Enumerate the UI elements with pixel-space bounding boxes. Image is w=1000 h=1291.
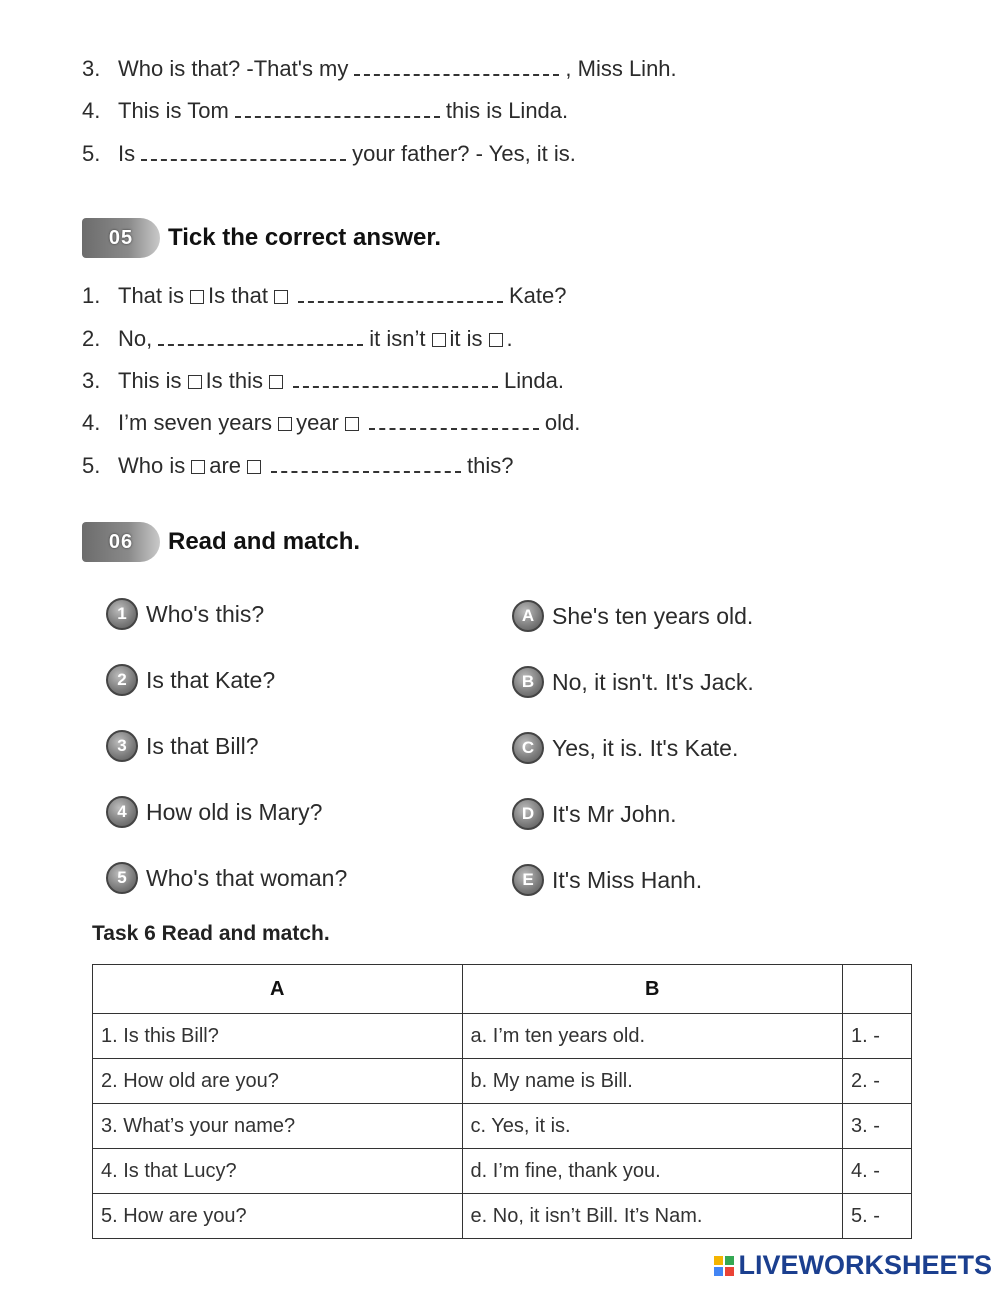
match-text: She's ten years old.	[552, 602, 754, 629]
match-right-item-b[interactable]	[512, 666, 754, 698]
item-number: 4.	[82, 410, 101, 435]
item-number: 4.	[82, 98, 101, 123]
line-text: This is Tom	[118, 98, 229, 123]
table-row	[93, 1014, 912, 1059]
line-text: old.	[544, 410, 581, 435]
logo-grid-icon	[714, 1256, 734, 1276]
match-text: It's Mr John.	[552, 800, 677, 827]
tick-item-4	[82, 410, 580, 436]
section-badge: 06	[82, 522, 160, 562]
match-left-item-5[interactable]	[106, 862, 347, 894]
item-number: 5.	[82, 453, 101, 478]
line-text: Linda.	[504, 368, 564, 393]
line-text: Kate?	[508, 283, 567, 308]
section-title: Read and match.	[168, 528, 361, 555]
question-cell: 2. How old are you?	[93, 1059, 463, 1104]
line-text: this?	[467, 453, 514, 478]
option-text: Who is	[118, 453, 186, 478]
match-right-item-a[interactable]	[512, 600, 753, 632]
answer-blank[interactable]	[369, 410, 539, 430]
option-text: I’m seven years	[118, 410, 273, 435]
section-05-header	[82, 216, 441, 260]
answer-blank[interactable]	[298, 283, 503, 303]
line-text: your father? - Yes, it is.	[352, 141, 576, 166]
match-table	[92, 964, 912, 1239]
item-number: 1.	[82, 283, 101, 308]
match-answer-cell[interactable]: 2. -	[843, 1059, 912, 1104]
column-header: B	[462, 965, 843, 1014]
section-title: Tick the correct answer.	[168, 224, 442, 251]
tick-checkbox[interactable]	[345, 417, 359, 431]
match-right-item-e[interactable]	[512, 864, 702, 896]
item-number: 5.	[82, 141, 101, 166]
table-row	[93, 1059, 912, 1104]
answer-blank[interactable]	[235, 98, 440, 118]
tick-checkbox[interactable]	[191, 460, 205, 474]
number-marker: 1	[106, 598, 138, 630]
match-answer-cell[interactable]: 3. -	[843, 1104, 912, 1149]
option-text: That is	[118, 283, 185, 308]
question-cell: 4. Is that Lucy?	[93, 1149, 463, 1194]
question-cell: 3. What’s your name?	[93, 1104, 463, 1149]
tick-checkbox[interactable]	[278, 417, 292, 431]
item-number: 2.	[82, 326, 101, 351]
answer-cell: a. I’m ten years old.	[462, 1014, 843, 1059]
match-text: Who's this?	[146, 600, 265, 627]
column-header	[843, 965, 912, 1014]
line-text: .	[506, 326, 513, 351]
tick-item-1	[82, 283, 566, 309]
match-text: No, it isn't. It's Jack.	[552, 668, 754, 695]
tick-checkbox[interactable]	[489, 333, 503, 347]
table-row	[93, 1149, 912, 1194]
match-text: How old is Mary?	[146, 798, 323, 825]
answer-cell: d. I’m fine, thank you.	[462, 1149, 843, 1194]
tick-item-5	[82, 453, 514, 479]
number-marker: 3	[106, 730, 138, 762]
match-left-item-2[interactable]	[106, 664, 275, 696]
tick-item-3	[82, 368, 564, 394]
answer-blank[interactable]	[158, 326, 363, 346]
match-right-item-d[interactable]	[512, 798, 677, 830]
answer-cell: b. My name is Bill.	[462, 1059, 843, 1104]
letter-marker: A	[512, 600, 544, 632]
task-title: Task 6 Read and match.	[92, 922, 330, 945]
logo-text: LIVEWORKSHEETS	[738, 1250, 992, 1280]
tick-checkbox[interactable]	[274, 290, 288, 304]
tick-checkbox[interactable]	[432, 333, 446, 347]
question-cell: 5. How are you?	[93, 1194, 463, 1239]
column-header: A	[93, 965, 463, 1014]
tick-checkbox[interactable]	[247, 460, 261, 474]
option-text: This is	[118, 368, 182, 393]
line-text: No,	[118, 326, 153, 351]
section-06-header	[82, 520, 360, 564]
tick-checkbox[interactable]	[188, 375, 202, 389]
option-text: are	[209, 453, 242, 478]
question-cell: 1. Is this Bill?	[93, 1014, 463, 1059]
liveworksheets-logo	[714, 1250, 992, 1281]
tick-checkbox[interactable]	[269, 375, 283, 389]
fill-in-line-5	[82, 141, 576, 167]
table-header-row	[93, 965, 912, 1014]
match-text: Is that Bill?	[146, 732, 259, 759]
match-answer-cell[interactable]: 4. -	[843, 1149, 912, 1194]
fill-in-line-4	[82, 98, 568, 124]
logo-square	[725, 1267, 734, 1276]
answer-blank[interactable]	[141, 141, 346, 161]
logo-square	[725, 1256, 734, 1265]
item-number: 3.	[82, 56, 101, 81]
fill-in-line-3	[82, 56, 677, 82]
line-text: , Miss Linh.	[565, 56, 677, 81]
line-text: this is Linda.	[445, 98, 569, 123]
match-right-item-c[interactable]	[512, 732, 738, 764]
answer-cell: c. Yes, it is.	[462, 1104, 843, 1149]
tick-item-2	[82, 326, 513, 352]
answer-blank[interactable]	[271, 453, 461, 473]
line-text: Is	[118, 141, 136, 166]
line-text: Who is that? -That's my	[118, 56, 349, 81]
option-text: Is this	[205, 368, 264, 393]
answer-blank[interactable]	[293, 368, 498, 388]
answer-blank[interactable]	[354, 56, 559, 76]
option-text: year	[296, 410, 339, 435]
option-text: it isn’t	[369, 326, 426, 351]
match-text: Is that Kate?	[146, 666, 276, 693]
answer-cell: e. No, it isn’t Bill. It’s Nam.	[462, 1194, 843, 1239]
match-answer-cell[interactable]: 5. -	[843, 1194, 912, 1239]
table-row	[93, 1104, 912, 1149]
match-text: Yes, it is. It's Kate.	[552, 734, 739, 761]
section-badge: 05	[82, 218, 160, 258]
letter-marker: E	[512, 864, 544, 896]
item-number: 3.	[82, 368, 101, 393]
logo-square	[714, 1256, 723, 1265]
tick-checkbox[interactable]	[190, 290, 204, 304]
logo-square	[714, 1267, 723, 1276]
table-row	[93, 1194, 912, 1239]
letter-marker: B	[512, 666, 544, 698]
match-text: Who's that woman?	[146, 864, 348, 891]
match-answer-cell[interactable]: 1. -	[843, 1014, 912, 1059]
letter-marker: C	[512, 732, 544, 764]
number-marker: 4	[106, 796, 138, 828]
match-left-item-1[interactable]	[106, 598, 264, 630]
option-text: it is	[449, 326, 483, 351]
number-marker: 2	[106, 664, 138, 696]
letter-marker: D	[512, 798, 544, 830]
match-left-item-4[interactable]	[106, 796, 322, 828]
match-left-item-3[interactable]	[106, 730, 259, 762]
number-marker: 5	[106, 862, 138, 894]
option-text: Is that	[208, 283, 268, 308]
match-text: It's Miss Hanh.	[552, 866, 703, 893]
